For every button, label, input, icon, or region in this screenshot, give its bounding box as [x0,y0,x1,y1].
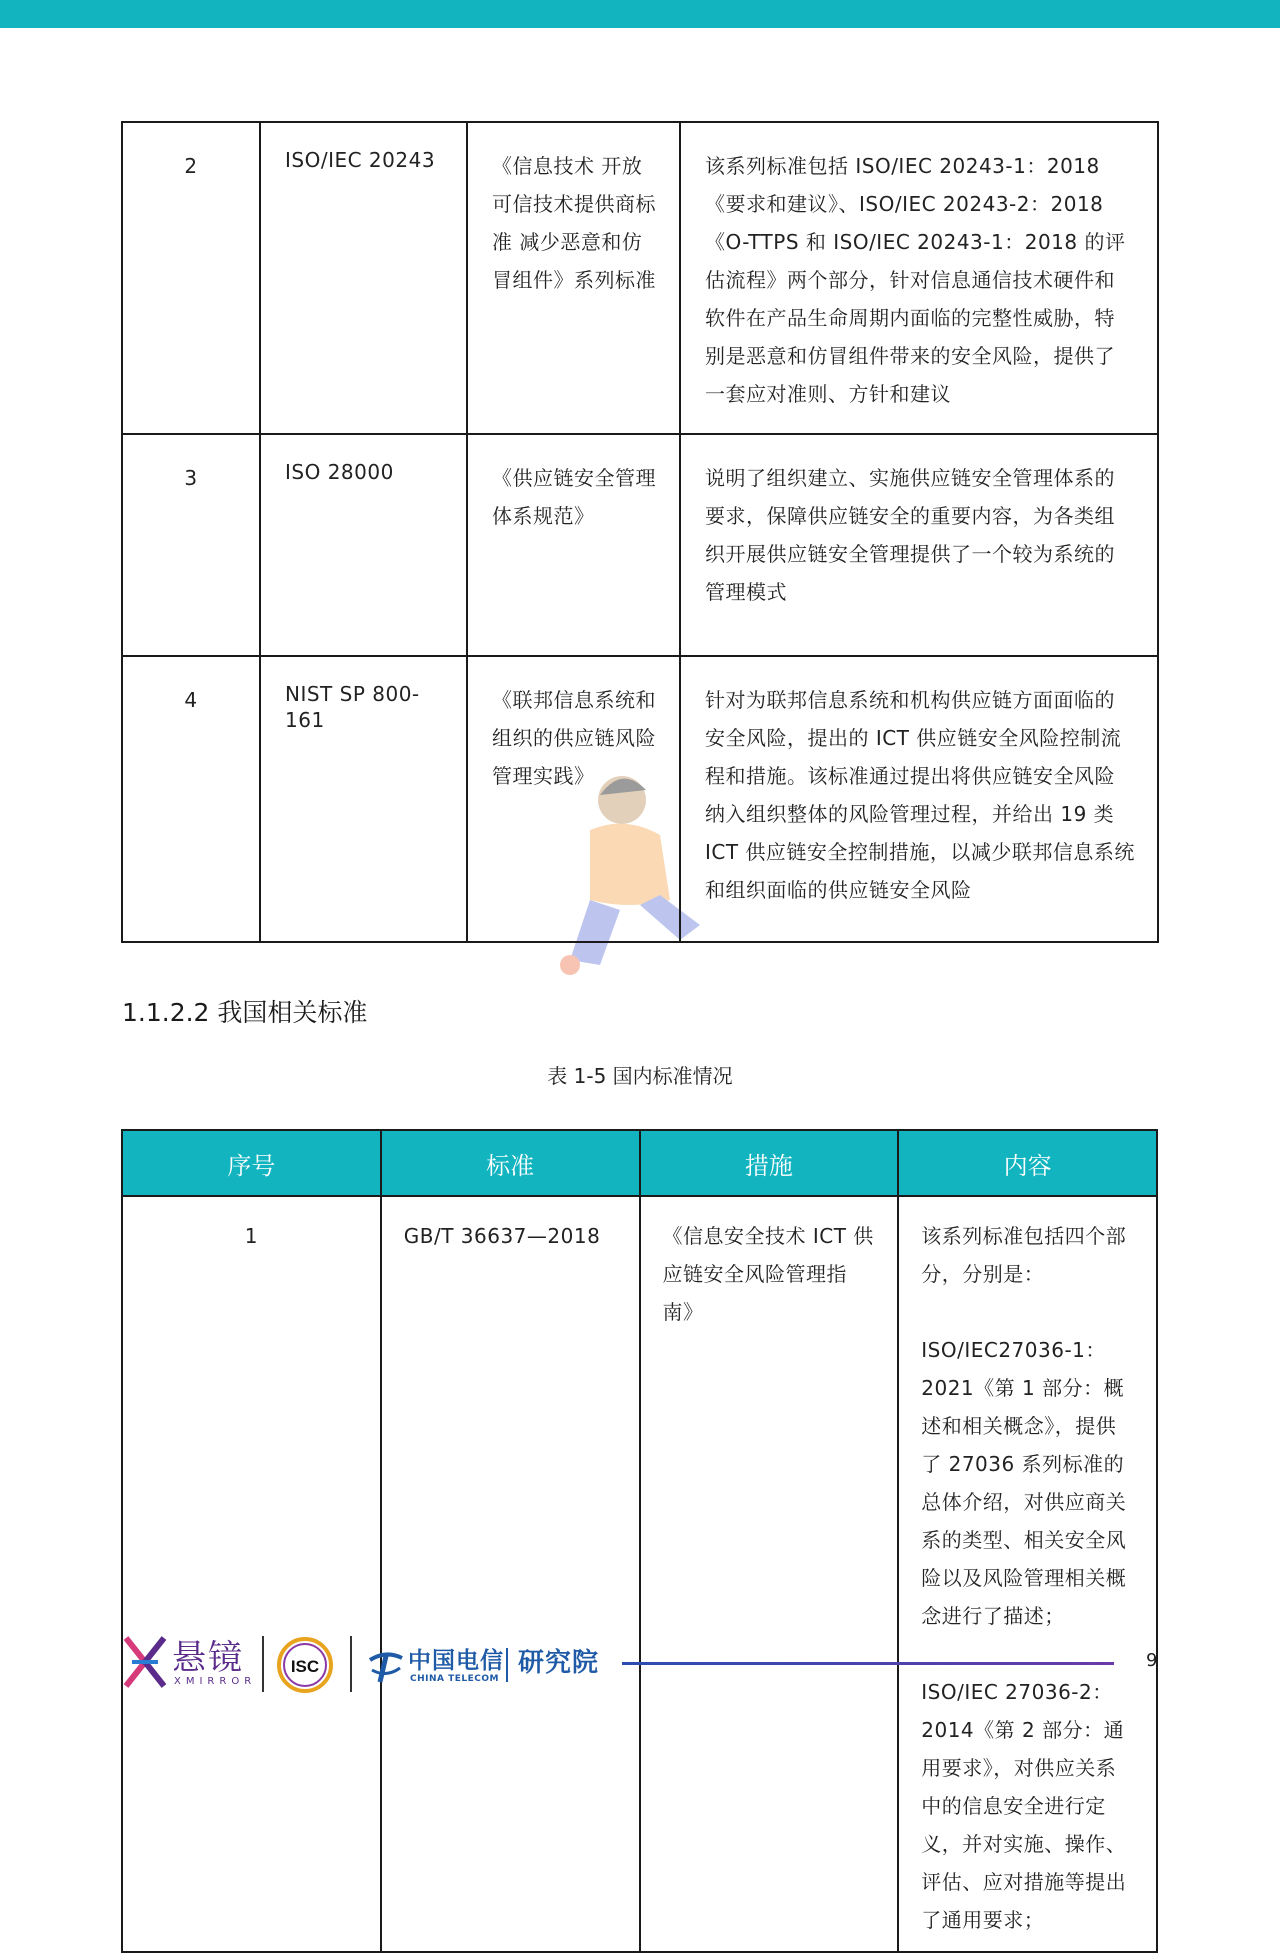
china-telecom-subtitle: CHINA TELECOM [410,1674,499,1684]
footer-separator [262,1636,264,1692]
content-cell: 针对为联邦信息系统和机构供应链方面面临的安全风险，提出的 ICT 供应链安全风险控制流程和措施。该标准通过提出将供应链安全风险纳入组织整体的风险管理过程，并给出 19 类 ICT 供应链安全控制措施，以减少联邦信息系统和组织面临的供应链安全风险 [680,656,1158,942]
row-number-cell: 1 [122,1196,381,1952]
domestic-standards-table [121,1129,1158,1953]
xmirror-name: 悬镜 [172,1638,244,1678]
footer-separator [350,1636,352,1692]
row-number-cell: 4 [122,656,260,942]
header-number: 序号 [122,1130,381,1196]
measure-cell: 《供应链安全管理体系规范》 [467,434,680,656]
measure-cell: 《联邦信息系统和组织的供应链风险管理实践》 [467,656,680,942]
content-cell: 说明了组织建立、实施供应链安全管理体系的要求，保障供应链安全的重要内容，为各类组织开展供应链安全管理提供了一个较为系统的管理模式 [680,434,1158,656]
standard-cell: GB/T 36637—2018 [381,1196,640,1952]
table-row [122,656,1158,942]
content-cell: 该系列标准包括 ISO/IEC 20243-1：2018《要求和建议》、ISO/IEC 20243-2：2018《O-TTPS 和 ISO/IEC 20243-1：2018 的评估流程》两个部分，针对信息通信技术硬件和软件在产品生命周期内面临的完整性威胁，特别是恶意和仿冒组件带来的安全风险，提供了一套应对准则、方针和建议 [680,122,1158,434]
table-caption: 表 1-5 国内标准情况 [547,1064,733,1088]
xmirror-subtitle: XMIRROR [174,1676,257,1687]
row-number-cell: 2 [122,122,260,434]
content-part-1: ISO/IEC27036-1：2021《第 1 部分：概述和相关概念》，提供了 27036 系列标准的总体介绍，对供应商关系的类型、相关安全风险以及风险管理相关概念进行了描述； [921,1338,1127,1628]
international-standards-table [121,121,1159,943]
content-part-2: ISO/IEC 27036-2：2014《第 2 部分：通用要求》，对供应关系中的信息安全进行定义，并对实施、操作、评估、应对措施等提出了通用要求； [921,1680,1127,1932]
footer-separator [506,1648,508,1682]
standard-cell: ISO 28000 [260,434,467,656]
page-footer [0,1630,1280,1700]
measure-cell: 《信息技术 开放可信技术提供商标准 减少恶意和仿冒组件》系列标准 [467,122,680,434]
footer-rule [622,1662,1114,1665]
measure-cell: 《信息安全技术 ICT 供应链安全风险管理指南》 [640,1196,899,1952]
content-intro: 该系列标准包括四个部分，分别是： [921,1224,1127,1286]
table-row [122,434,1158,656]
standard-cell: NIST SP 800-161 [260,656,467,942]
content-cell [898,1196,1157,1952]
china-telecom-name: 中国电信 [408,1648,504,1674]
china-telecom-logo-icon [366,1648,406,1684]
isc-logo-text: ISC [290,1657,320,1676]
header-standard: 标准 [381,1130,640,1196]
isc-logo-icon [276,1636,334,1694]
table-row [122,122,1158,434]
standard-cell: ISO/IEC 20243 [260,122,467,434]
page-number: 9 [1146,1650,1158,1671]
row-number-cell: 3 [122,434,260,656]
section-heading: 1.1.2.2 我国相关标准 [122,998,368,1027]
table-header-row [122,1130,1157,1196]
top-accent-bar [0,0,1280,28]
header-measure: 措施 [640,1130,899,1196]
xmirror-logo-icon [122,1632,168,1692]
research-institute-label: 研究院 [518,1648,600,1678]
header-content: 内容 [898,1130,1157,1196]
table-row [122,1196,1157,1952]
